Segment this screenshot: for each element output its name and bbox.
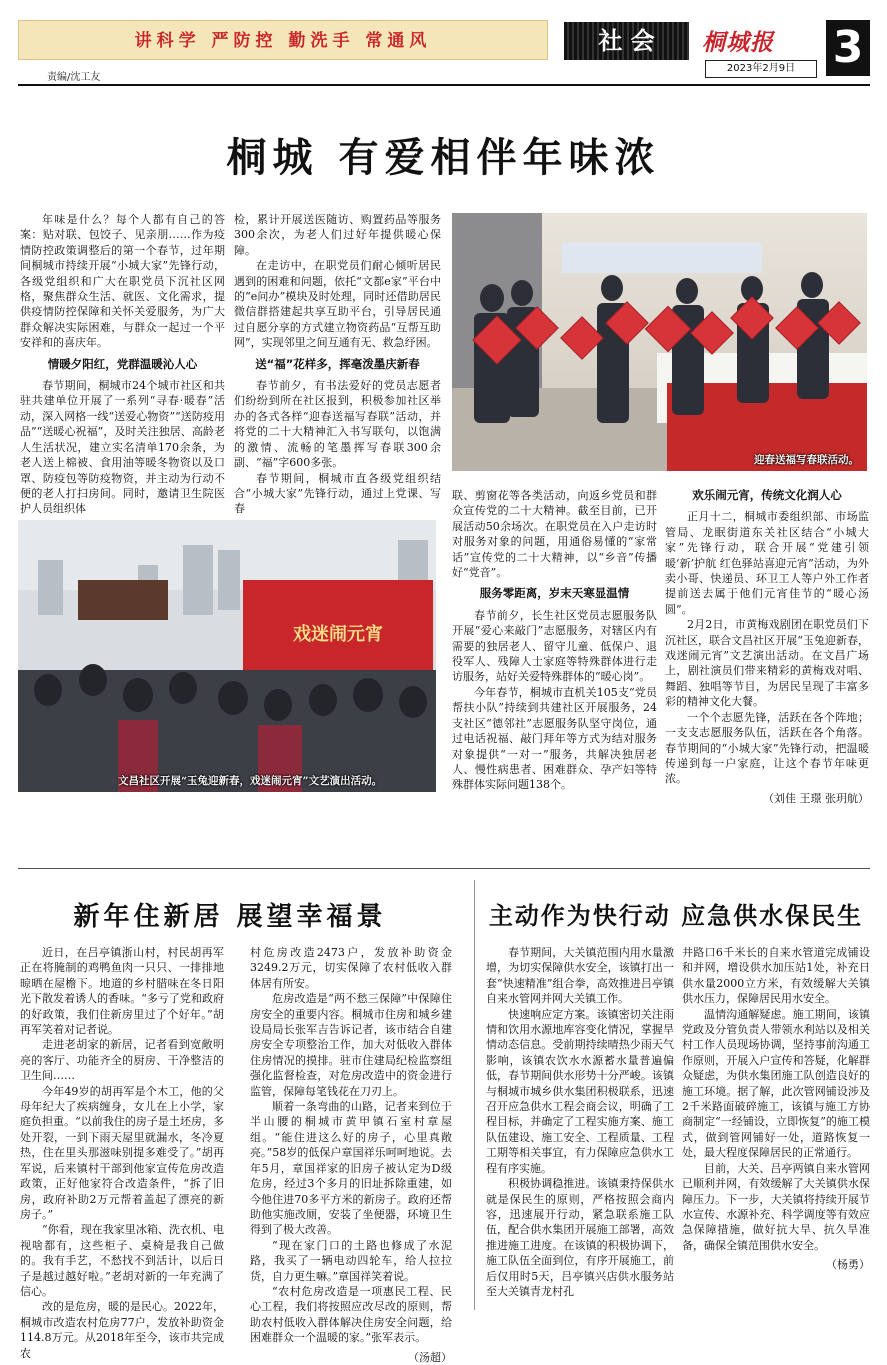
paragraph: 2月2日，市黄梅戏剧团在职党员们下沉社区，联合文昌社区开展“玉兔迎新春，戏迷闹元宵”文艺演出活动。在文昌广场上，剧社演员们带来精彩的黄梅戏对唱、舞蹈、独唱等节目，为居民呈现了丰富多彩的精神文化大餐。 (665, 618, 869, 709)
paragraph: 在走访中，在职党员们耐心倾听居民遇到的困难和问题，依托“文都e家”平台中的“e问办”模块及时处理，同时还借助居民微信群搭建起共享互助平台，引导居民通过自愿分享的方式建立物资药品“互帮互助网”，实现邻里之间互通有无、救急纾困。 (234, 259, 441, 350)
paragraph: 检，累计开展送医随访、购置药品等服务300余次，为老人们过好年提供暖心保障。 (234, 213, 441, 257)
byline: （杨勇） (826, 1258, 870, 1272)
slogan-banner (18, 20, 548, 60)
photo-performance-image (18, 520, 436, 792)
newspaper-logo: 桐城报 (702, 29, 774, 56)
story2-column-2 (250, 945, 452, 1365)
story1-column-4 (665, 488, 869, 806)
editor-credit: 责编/沈工友 (47, 72, 101, 83)
paragraph: 春节期间，桐城市直各级党组织结合“小城大家”先锋行动，通过上党课、写春 (234, 471, 441, 516)
paragraph: 积极协调稳推进。该镇秉持保供水就是保民生的原则，严格按照会商内容，迅速展开行动，紧急联系施工队伍，配合供水集团开展施工部署，高效推进施工进度。在该镇的积极协调下，施工队伍全面到位，有序开展施工，前后仅用时5天，吕亭镇兴店供水服务站至大关镇青龙村孔 (486, 1177, 674, 1298)
story2-headline: 新年住新居 展望幸福景 (73, 902, 387, 932)
paragraph: 村危房改造2473户，发放补助资金3249.2万元，切实保障了农村低收入群体居有所安。 (250, 946, 452, 990)
banner-text: 戏迷闹元宵 (293, 624, 383, 645)
section-label: 社 会 (598, 27, 655, 55)
story1-headline: 桐城 有爱相伴年味浓 (226, 134, 661, 181)
slogan-text: 讲科学 严防控 勤洗手 常通风 (134, 31, 432, 51)
issue-date: 2023年2月9日 (705, 60, 817, 78)
paragraph: 年味是什么？每个人都有自己的答案：贴对联、包饺子、见亲朋……作为疫情防控政策调整后的第一个春节，过年期间桐城市持续开展“小城大家”先锋行动，各级党组织和广大在职党员下沉社区网格，聚焦群众生活、就医、文化需求，提供疫情防控保障和关怀关爱服务，为广大群众解决实际困难，与群众一起过一个平安祥和的喜庆年。 (20, 213, 225, 350)
paragraph: 春节期间，大关镇范围内用水量激增，为切实保障供水安全，该镇打出一套“快速精准”组合拳，高效推进吕亭镇自来水管网并网大关镇工作。 (486, 946, 674, 1006)
paragraph: 温情沟通解疑虑。施工期间，该镇党政及分管负责人带领水利站以及相关村工作人员现场协调，坚持事前沟通工作原则，开展入户宣传和答疑，化解群众疑虑，为供水集团施工队创造良好的施工环境。据了解，此次管网铺设涉及2千米路面破碎施工，该镇与施工方协商制定“一经铺设，立即恢复”的施工模式，做到管网铺好一处，道路恢复一处，最大程度保障居民的正常通行。 (682, 1007, 870, 1160)
subheading: 服务零距离，岁末天寒显温情 (479, 586, 630, 601)
paragraph: 走进老胡家的新居，记者看到宽敞明亮的客厅、功能齐全的厨房、干净整洁的卫生间…… (20, 1038, 224, 1083)
photo-caption: 迎春送福写春联活动。 (754, 454, 859, 466)
page-number: 3 (826, 20, 870, 76)
paragraph: 改的是危房，暖的是民心。2022年，桐城市改造农村危房77户，发放补助资金114.8万元。从2018年至今，该市共完成农 (20, 1300, 224, 1360)
story3-column-2 (682, 945, 870, 1273)
paragraph: “你看，现在我家里冰箱、洗衣机、电视啥都有，这些柜子、桌椅是我自己做的。我有手艺，不愁找不到活计，以后日子是越过越好啦。”老胡对新的一年充满了信心。 (20, 1223, 224, 1298)
paragraph: 一个个志愿先锋，活跃在各个阵地；一支支志愿服务队伍，活跃在各个角落。春节期间的“小城大家”先锋行动，把温暖传递到每一户家庭，让这个春节年味更浓。 (665, 710, 869, 786)
paragraph: 正月十二，桐城市委组织部、市场监管局、龙眠街道东关社区结合“小城大家”先锋行动，联合开展“党建引领暖‘新’护航 红色驿站喜迎元宵”活动，为外卖小哥、快递员、环卫工人等户外工作者提前送去属于他们元宵佳节的“暖心汤圆”。 (665, 510, 869, 616)
paragraph: 联、剪窗花等各类活动，向返乡党员和群众宣传党的二十大精神。截至目前，已开展活动50余场次。在职党员在入户走访时对服务对象的问题，用通俗易懂的“家常话”宣传党的二十大精神，以“乡音”传播好“党音”。 (452, 489, 657, 580)
column-divider (474, 880, 475, 1310)
paragraph: 快速响应定方案。该镇密切关注雨情和饮用水源地库容变化情况，掌握旱情动态信息。受前期持续晴热少雨天气影响，该镇农饮水水源蓄水量普遍偏低，春节期间供水形势十分严峻。该镇与桐城市城乡供水集团积极联系，迅速召开应急供水工程会商会议，明确了工程目标，并确定了工程实施方案、施工队伍建设、施工安全、工程质量、工程工期等相关事宜，有力保障应急供水工程有序实施。 (486, 1007, 674, 1175)
photo-calligraphy-event (452, 213, 867, 471)
photo-caption: 文昌社区开展“玉兔迎新春，戏迷闹元宵”文艺演出活动。 (118, 775, 383, 787)
header-rule (18, 84, 870, 86)
story1-column-1 (20, 212, 225, 517)
byline: （汤超） (408, 1350, 452, 1364)
paragraph: 今年春节，桐城市直机关105支“党员帮扶小队”持续到共建社区开展服务，24支社区“德邻社”志愿服务队坚守岗位，通过电话祝福、敲门拜年等方式为结对服务对象提供“一对一”服务，共解决独居老人、慢性病患者、困难群众、孕产妇等特殊群体实际问题138个。 (452, 685, 657, 792)
paragraph: 井路口6千米长的自来水管道完成铺设和并网，增设供水加压站1处，补充日供水量2000立方米，有效缓解大关镇供水压力，保障居民用水安全。 (682, 946, 870, 1006)
paragraph: 危房改造是“两不愁三保障”中保障住房安全的重要内容。桐城市住房和城乡建设局局长张军吉告诉记者，该市结合自建房安全专项整治工作，加大对低收入群体住房情况的摸排。驻市住建局纪检监察组强化监督检查，对危房改造中的资金进行监管，保障每笔钱花在刀刃上。 (250, 992, 452, 1098)
photo-stage-performance (18, 520, 436, 792)
story1-column-3 (452, 488, 657, 793)
paragraph: “农村危房改造是一项惠民工程、民心工程，我们将按照应改尽改的原则，帮助农村低收入群体解决住房安全问题，给困难群众一个温暖的家。”张军表示。 (250, 1284, 452, 1345)
paragraph: 春节前夕，长生社区党员志愿服务队开展“爱心来敲门”志愿服务，对辖区内有需要的独居老人、留守儿童、低保户、退役军人、残障人士家庭等特殊群体进行走访服务，站好关爱特殊群体的“暖心岗”。 (452, 608, 657, 684)
subheading: 欢乐闹元宵，传统文化润人心 (692, 488, 842, 502)
subheading: 情暖夕阳红，党群温暖沁人心 (47, 356, 198, 371)
subheading: 送“福”花样多，挥毫泼墨庆新春 (255, 356, 420, 371)
paragraph: “现在家门口的土路也修成了水泥路，我买了一辆电动四轮车，给人拉拉货，自力更生嘛。”章国祥笑着说。 (250, 1238, 452, 1283)
paragraph: 春节期间，桐城市24个城市社区和共驻共建单位开展了一系列“寻春·暖春”活动，深入网格一线“送爱心物资”“送防疫用品”“送暖心祝福”，及时关注独居、高龄老人生活状况，建立实名清单170余条，为老人送上棉被、食用油等暖冬物资以及口罩、防疫包等防疫物资，并主动为行动不便的老人打扫房间。同时，邀请卫生院医护人员组织体 (20, 379, 225, 516)
paragraph: 近日，在吕亭镇浙山村，村民胡再军正在将腌制的鸡鸭鱼肉一只只、一排排地晾晒在屋檐下。地道的乡村腊味在冬日阳光下散发着诱人的香味。“多亏了党和政府的好政策，我们住新房里过了个好年。”胡再军笑着对记者说。 (20, 946, 224, 1037)
story2-column-1 (20, 945, 224, 1361)
photo-calligraphy-image (452, 213, 867, 471)
paragraph: 今年49岁的胡再军是个木工，他的父母年纪大了疾病缠身，女儿在上小学，家庭负担重。“以前我住的房子是土坯房，多处开裂，一到下雨天屋里就漏水，冬冷夏热，住在里头那滋味别提多难受了。”胡再军说，后来镇村干部到他家宣传危房改造政策，正好他家符合改造条件，“拆了旧房，政府补助2万元帮着盖起了漂亮的新房子。” (20, 1084, 224, 1221)
story3-headline: 主动作为快行动 应急供水保民生 (488, 901, 864, 930)
paragraph: 春节前夕，有书法爱好的党员志愿者们纷纷到所在社区报到，积极参加社区举办的各式各样“迎春送福写春联”活动，并将党的二十大精神汇入书写联句，以饱满的激情、流畅的笔墨挥写春联300余副、“福”字600多张。 (234, 379, 441, 470)
byline: （刘佳 王璟 张玥航） (763, 791, 869, 805)
paragraph: 目前，大关、吕亭两镇自来水管网已顺利并网，有效缓解了大关镇供水保障压力。下一步，大关镇将持续开展节水宣传、水源补充、科学调度等有效应急保障措施，做好抗大旱、抗久旱准备，确保全镇范围供水安全。 (682, 1161, 870, 1252)
section-divider (18, 868, 870, 869)
story3-column-1 (486, 945, 674, 1299)
paragraph: 顺着一条弯曲的山路，记者来到位于半山腰的桐城市黄甲镇石室村章屋组。“能住进这么好的房子，心里真敞亮。”58岁的低保户章国祥乐呵呵地说。去年5月，章国祥家的旧房子被认定为D级危房，经过3个多月的旧址拆除重建，如今他住进70多平方米的新房子。政府还帮助他实施改厕，安装了坐便器，环境卫生得到了极大改善。 (250, 1100, 452, 1237)
story1-column-2 (234, 212, 441, 517)
